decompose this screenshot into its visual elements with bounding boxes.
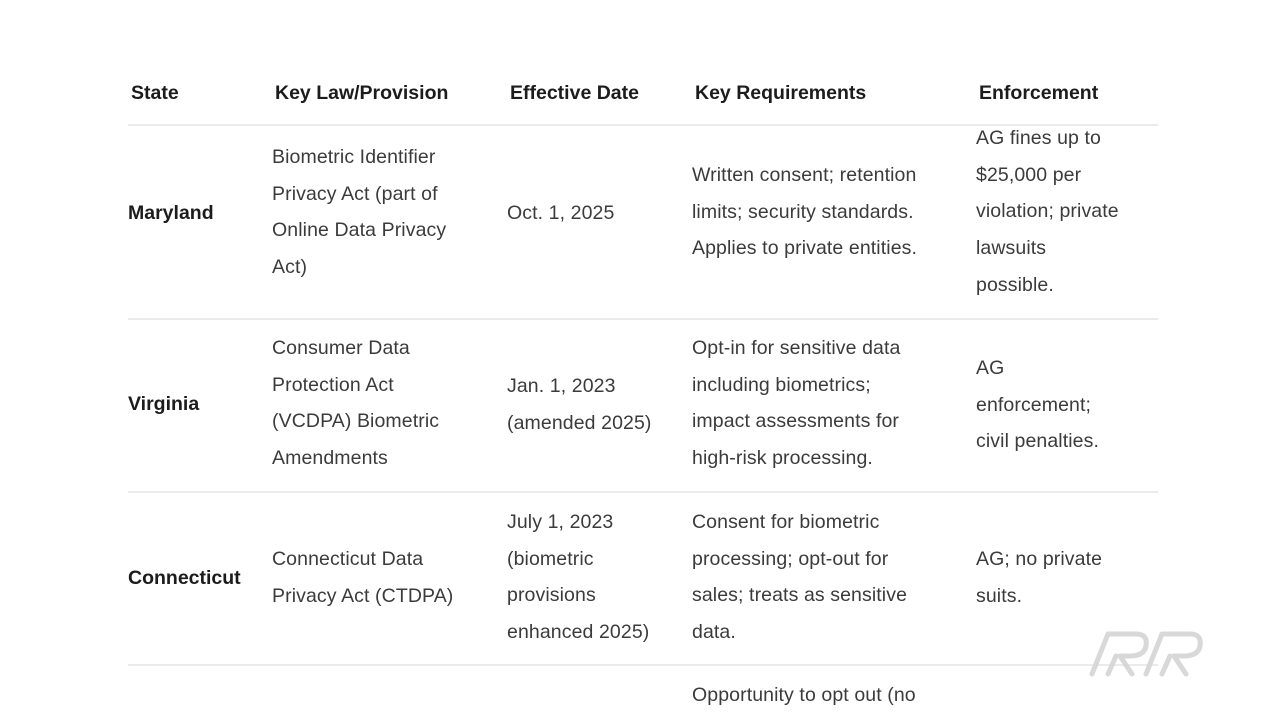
row-enforcement-maryland: AG fines up to $25,000 per violation; private lawsuits possible.: [976, 127, 1119, 296]
rr-logo-watermark-icon: [1086, 628, 1210, 678]
row-law-connecticut: Connecticut Data Privacy Act (CTDPA): [272, 548, 454, 607]
header-divider-overlay: [128, 124, 1158, 126]
row-state-connecticut: Connecticut: [128, 567, 241, 589]
header-law: Key Law/Provision: [275, 82, 449, 104]
row-requirements-connecticut: Consent for biometric processing; opt-out for sales; treats as sensitive data.: [692, 511, 908, 644]
row-divider: [128, 664, 1158, 666]
header-requirements: Key Requirements: [695, 82, 867, 104]
row-state-maryland: Maryland: [128, 202, 214, 224]
header-enforcement: Enforcement: [979, 82, 1099, 104]
row-date-virginia: Jan. 1, 2023 (amended 2025): [507, 375, 652, 434]
row-state-virginia: Virginia: [128, 393, 200, 415]
clip-mask: [960, 108, 1160, 124]
row-date-maryland: Oct. 1, 2025: [507, 202, 615, 224]
row-requirements-partial: Opportunity to opt out (no: [692, 684, 916, 706]
row-law-virginia: Consumer Data Protection Act (VCDPA) Biometric Amendments: [272, 337, 440, 470]
header-date: Effective Date: [510, 82, 639, 104]
row-enforcement-connecticut: AG; no private suits.: [976, 548, 1103, 607]
header-state: State: [131, 82, 179, 104]
row-requirements-virginia: Opt-in for sensitive data including biometrics; impact assessments for high-risk processing.: [692, 337, 901, 470]
row-divider: [128, 318, 1158, 320]
row-enforcement-virginia: AG enforcement; civil penalties.: [976, 357, 1099, 453]
row-divider: [128, 491, 1158, 493]
row-requirements-maryland: Written consent; retention limits; security standards. Applies to private entities.: [692, 164, 918, 260]
row-law-maryland: Biometric Identifier Privacy Act (part of Online Data Privacy Act): [272, 146, 447, 279]
row-date-connecticut: July 1, 2023 (biometric provisions enhanced 2025): [507, 511, 650, 644]
